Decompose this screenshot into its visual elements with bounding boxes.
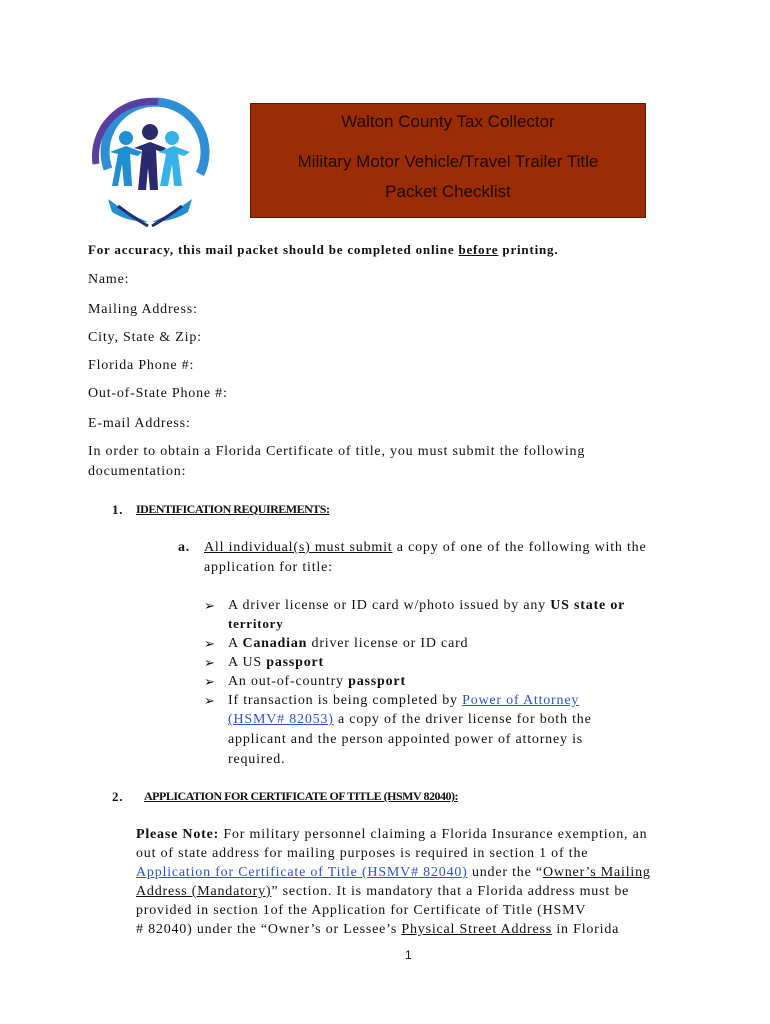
hsmv-82053-link[interactable]: (HSMV# 82053) xyxy=(228,712,334,727)
note-l1: For military personnel claiming a Florida Insurance exemption, an xyxy=(219,827,648,842)
email-field[interactable]: E-mail Address: xyxy=(88,416,191,431)
bullet1-bold: US state or xyxy=(550,598,626,613)
item-a-line2: application for title: xyxy=(204,560,333,575)
checklist-title-line1: Military Motor Vehicle/Travel Trailer Title xyxy=(297,152,599,171)
arrow-bullet-icon: ➢ xyxy=(204,598,215,613)
out-of-state-phone-field[interactable]: Out-of-State Phone #: xyxy=(88,386,228,401)
bullet3-a: A US xyxy=(228,655,267,670)
page-number: 1 xyxy=(405,948,412,962)
title-banner xyxy=(250,103,646,218)
name-field[interactable]: Name: xyxy=(88,272,130,287)
office-title: Walton County Tax Collector xyxy=(341,112,555,131)
section1-number: 1. xyxy=(112,502,124,517)
section2-number: 2. xyxy=(112,789,124,804)
walton-county-logo xyxy=(88,94,212,236)
bullet2-bold: Canadian xyxy=(242,636,308,651)
bullet-canadian-license xyxy=(228,636,468,652)
note-l6a: # 82040) under the “Owner’s or Lessee’s xyxy=(136,922,402,937)
application-certificate-title-link[interactable]: Application for Certificate of Title (HSMV# 82040) xyxy=(136,865,468,880)
instructions-line1: In order to obtain a Florida Certificate of title, you must submit the following xyxy=(88,444,586,459)
checklist-title-line2: Packet Checklist xyxy=(385,182,511,201)
bullet2-a: A xyxy=(228,636,243,651)
bullet5-line4: required. xyxy=(228,752,286,767)
note-l3b: under the “ xyxy=(467,865,543,880)
power-of-attorney-link[interactable]: Power of Attorney xyxy=(462,693,580,708)
bullet-us-passport xyxy=(228,655,324,671)
note-line6 xyxy=(136,922,619,938)
item-a-rest: a copy of one of the following with the xyxy=(392,540,647,555)
section2-title: APPLICATION FOR CERTIFICATE OF TITLE (HSMV 82040): xyxy=(144,789,458,803)
bullet5-a: If transaction is being completed by xyxy=(228,693,463,708)
bullet5-line3: applicant and the person appointed power of attorney is xyxy=(228,732,584,747)
bullet1-text: A driver license or ID card w/photo issued by any xyxy=(228,598,551,613)
bullet-foreign-passport xyxy=(228,674,406,690)
mailing-address-field[interactable]: Mailing Address: xyxy=(88,302,198,317)
bullet3-bold: passport xyxy=(266,655,324,670)
note-line5: provided in section 1of the Application for Certificate of Title (HSMV xyxy=(136,903,587,918)
note-l4b: ” section. It is mandatory that a Florida address must be xyxy=(271,884,630,899)
bullet4-bold: passport xyxy=(348,674,406,689)
note-label: Please Note: xyxy=(136,827,220,842)
arrow-bullet-icon: ➢ xyxy=(204,636,215,651)
item-a-text xyxy=(204,540,647,556)
bullet2-c: driver license or ID card xyxy=(307,636,469,651)
note-line3 xyxy=(136,865,651,881)
note-l4u: Address (Mandatory) xyxy=(136,884,272,899)
note-line4 xyxy=(136,884,629,900)
section1-title: IDENTIFICATION REQUIREMENTS: xyxy=(136,502,330,516)
accuracy-before: before xyxy=(458,242,499,257)
item-a-underlined: All individual(s) must submit xyxy=(204,540,393,555)
bullet-drivers-license xyxy=(228,598,625,614)
bullet4-a: An out-of-country xyxy=(228,674,349,689)
note-l6b: in Florida xyxy=(552,922,620,937)
arrow-bullet-icon: ➢ xyxy=(204,674,215,689)
note-l6u: Physical Street Address xyxy=(401,922,553,937)
note-line2: out of state address for mailing purposes is required in section 1 of the xyxy=(136,846,589,861)
bullet-power-of-attorney xyxy=(228,693,579,709)
note-line1 xyxy=(136,827,647,843)
bullet5-b: a copy of the driver license for both the xyxy=(333,712,592,727)
instructions-line2: documentation: xyxy=(88,464,187,479)
bullet1-territory: territory xyxy=(228,616,284,631)
arrow-bullet-icon: ➢ xyxy=(204,693,215,708)
accuracy-text: For accuracy, this mail packet should be completed online xyxy=(88,242,459,257)
note-l3u: Owner’s Mailing xyxy=(542,865,651,880)
city-state-zip-field[interactable]: City, State & Zip: xyxy=(88,330,202,345)
accuracy-notice xyxy=(88,242,558,258)
bullet5-line2 xyxy=(228,712,592,728)
item-a-label: a. xyxy=(178,540,191,555)
florida-phone-field[interactable]: Florida Phone #: xyxy=(88,358,195,373)
arrow-bullet-icon: ➢ xyxy=(204,655,215,670)
accuracy-printing: printing. xyxy=(498,242,559,257)
